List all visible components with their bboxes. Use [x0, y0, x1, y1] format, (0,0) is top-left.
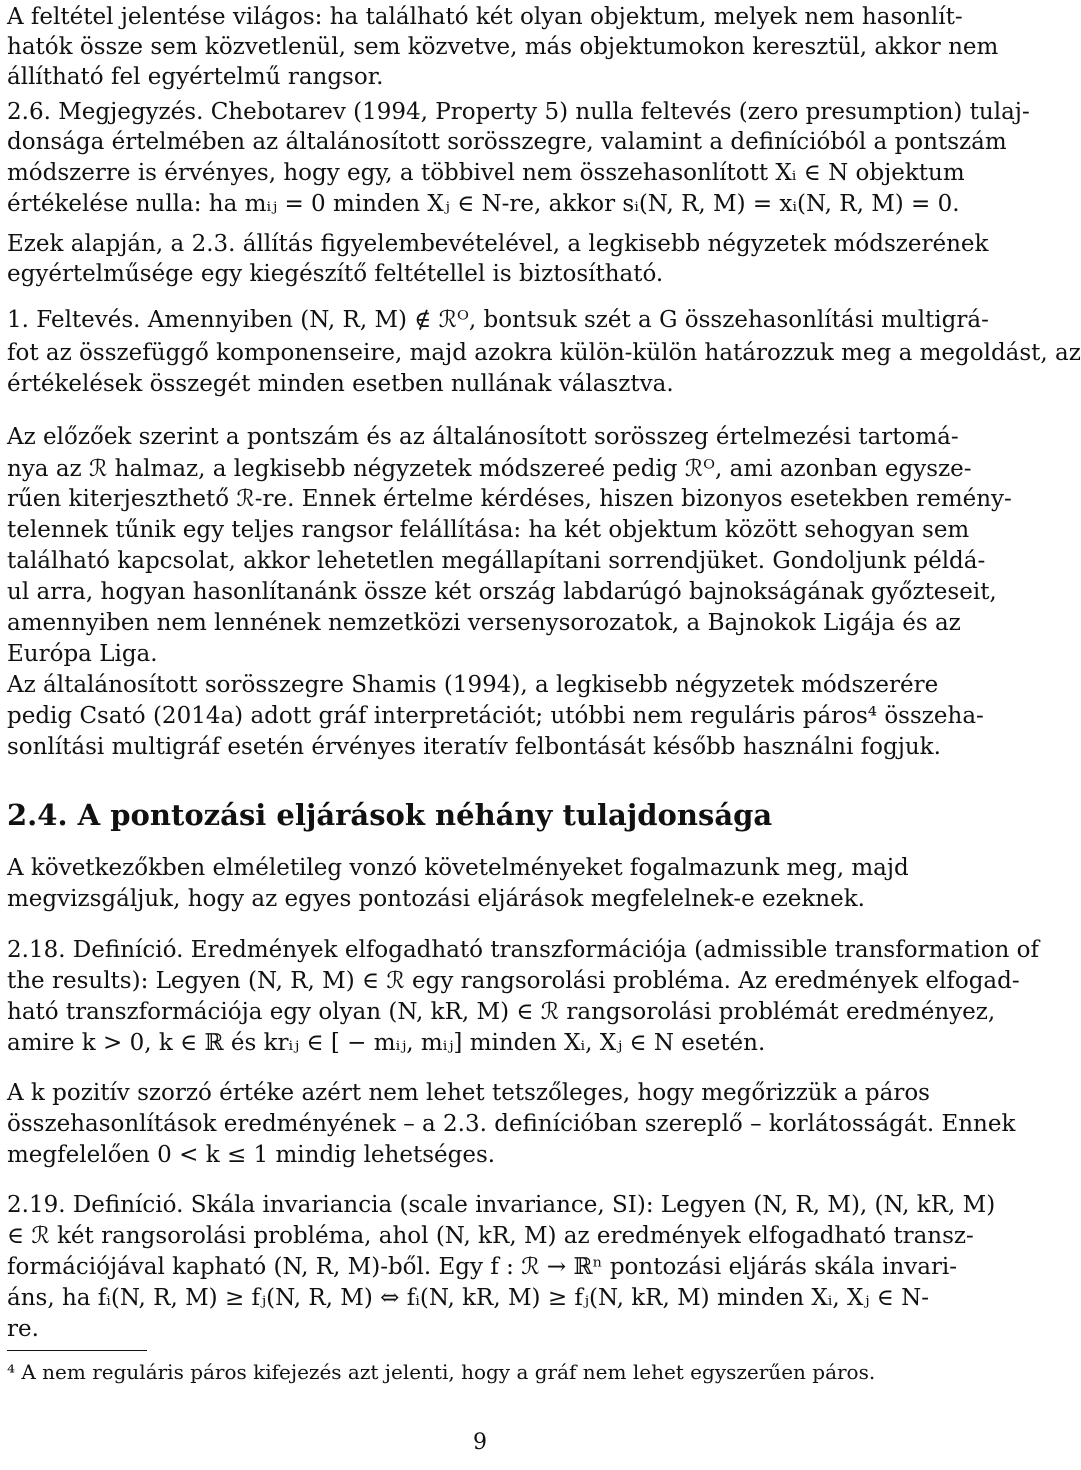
- definition-2-18: 2.18. Definíció. Eredmények elfogadható transzformációja (admissible transformation of: [7, 937, 1040, 963]
- text-line: Az előzőek szerint a pontszám és az általánosított sorösszeg értelmezési tartomá-: [7, 424, 959, 450]
- text-line: sonlítási multigráf esetén érvényes iteratív felbontását később használni fogjuk.: [7, 734, 941, 760]
- footnote: ⁴ A nem reguláris páros kifejezés azt jelenti, hogy a gráf nem lehet egyszerűen páros.: [7, 1360, 876, 1384]
- text-line: formációjával kapható (N, R, M)-ből. Egy f : ℛ → ℝⁿ pontozási eljárás skála invari-: [7, 1254, 958, 1280]
- text-line: A k pozitív szorzó értéke azért nem lehet tetszőleges, hogy megőrizzük a páros: [7, 1080, 930, 1106]
- section-heading: 2.4. A pontozási eljárások néhány tulajdonsága: [7, 798, 773, 832]
- text-line: pedig Csató (2014a) adott gráf interpretációt; utóbbi nem reguláris páros⁴ összeha-: [7, 703, 984, 729]
- assumption-1: 1. Feltevés. Amennyiben (N, R, M) ∉ ℛᴼ, bontsuk szét a G összehasonlítási multigrá-: [7, 307, 989, 333]
- text-line: Az általánosított sorösszegre Shamis (1994), a legkisebb négyzetek módszerére: [7, 672, 939, 698]
- text-line: áns, ha fᵢ(N, R, M) ≥ fⱼ(N, R, M) ⇔ fᵢ(N, kR, M) ≥ fⱼ(N, kR, M) minden Xᵢ, Xⱼ ∈ N-: [7, 1285, 930, 1311]
- text-line: módszerre is érvényes, hogy egy, a többivel nem összehasonlított Xᵢ ∈ N objektum: [7, 160, 965, 186]
- text-line: telennek tűnik egy teljes rangsor felállítása: ha két objektum között sehogyan sem: [7, 517, 970, 543]
- text-line: Európa Liga.: [7, 641, 158, 667]
- text-line: Ezek alapján, a 2.3. állítás figyelembevételével, a legkisebb négyzetek módszerének: [7, 231, 989, 257]
- definition-2-19: 2.19. Definíció. Skála invariancia (scale invariance, SI): Legyen (N, R, M), (N, kR, M): [7, 1192, 996, 1218]
- page-number: 9: [473, 1430, 487, 1455]
- text-line: fot az összefüggő komponenseire, majd azokra külön-külön határozzuk meg a megoldást, az: [7, 340, 1081, 366]
- text-line: értékelések összegét minden esetben nullának választva.: [7, 371, 674, 397]
- text-line: hatók össze sem közvetlenül, sem közvetve, más objektumokon keresztül, akkor nem: [7, 34, 999, 60]
- footnote-rule: [7, 1350, 147, 1351]
- text-line: ul arra, hogyan hasonlítanánk össze két ország labdarúgó bajnokságának győzteseit,: [7, 579, 997, 605]
- remark-2-6: 2.6. Megjegyzés. Chebotarev (1994, Property 5) nulla feltevés (zero presumption) tulaj-: [7, 99, 1030, 125]
- text-line: állítható fel egyértelmű rangsor.: [7, 64, 384, 90]
- text-line: egyértelműsége egy kiegészítő feltétellel is biztosítható.: [7, 261, 664, 287]
- text-line: amennyiben nem lennének nemzetközi versenysorozatok, a Bajnokok Ligája és az: [7, 610, 961, 636]
- text-line: donsága értelmében az általánosított sorösszegre, valamint a definícióból a pontszám: [7, 129, 1007, 155]
- text-line: megfelelően 0 < k ≤ 1 mindig lehetséges.: [7, 1142, 496, 1168]
- text-line: nya az ℛ halmaz, a legkisebb négyzetek módszereé pedig ℛᴼ, ami azonban egysze-: [7, 456, 972, 482]
- text-line: ∈ ℛ két rangsorolási probléma, ahol (N, kR, M) az eredmények elfogadható transz-: [7, 1223, 974, 1249]
- text-line: megvizsgáljuk, hogy az egyes pontozási eljárások megfelelnek-e ezeknek.: [7, 886, 865, 912]
- text-line: található kapcsolat, akkor lehetetlen megállapítani sorrendjüket. Gondoljunk példá-: [7, 548, 986, 574]
- text-line: A feltétel jelentése világos: ha található két olyan objektum, melyek nem hasonlít-: [7, 4, 963, 30]
- text-line: the results): Legyen (N, R, M) ∈ ℛ egy rangsorolási probléma. Az eredmények elfogad-: [7, 968, 1020, 994]
- text-line: amire k > 0, k ∈ ℝ és krᵢⱼ ∈ [ − mᵢⱼ, mᵢⱼ] minden Xᵢ, Xⱼ ∈ N esetén.: [7, 1030, 766, 1056]
- text-line: ható transzformációja egy olyan (N, kR, M) ∈ ℛ rangsorolási problémát eredményez,: [7, 999, 996, 1025]
- text-line: re.: [7, 1316, 39, 1342]
- text-line: rűen kiterjeszthető ℛ-re. Ennek értelme kérdéses, hiszen bizonyos esetekben remény-: [7, 486, 1012, 512]
- text-line: A következőkben elméletileg vonzó követelményeket fogalmazunk meg, majd: [7, 855, 909, 881]
- text-line: összehasonlítások eredményének – a 2.3. definícióban szereplő – korlátosságát. Ennek: [7, 1111, 1016, 1137]
- text-line: értékelése nulla: ha mᵢⱼ = 0 minden Xⱼ ∈ N-re, akkor sᵢ(N, R, M) = xᵢ(N, R, M) = 0.: [7, 191, 960, 217]
